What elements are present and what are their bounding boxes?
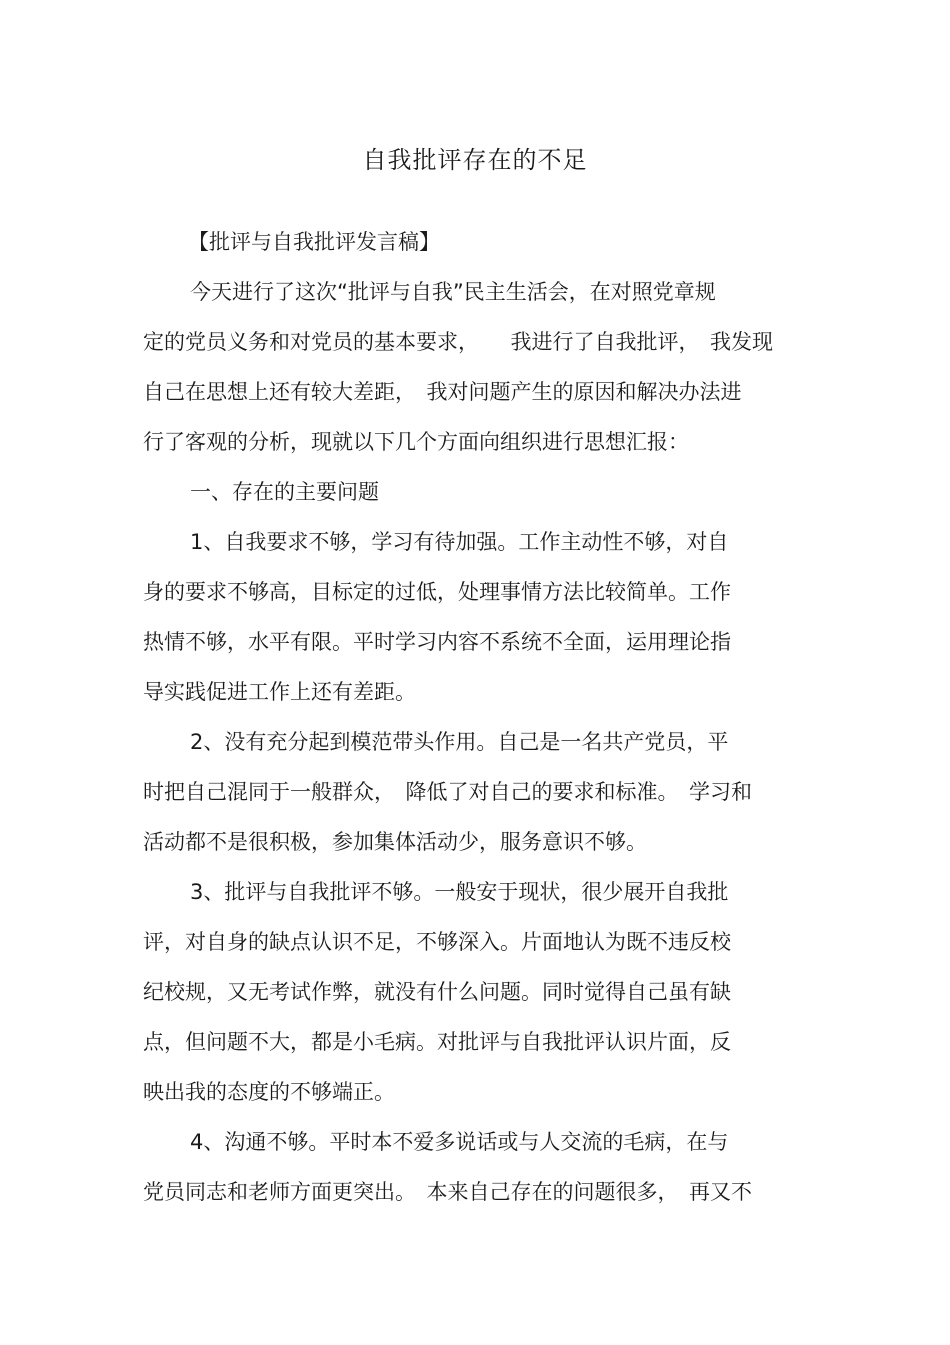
paragraph-line: 点，但问题不大，都是小毛病。对批评与自我批评认识片面，反 [143, 1030, 731, 1054]
paragraph-line: 行了客观的分析，现就以下几个方面向组织进行思想汇报： [143, 430, 689, 454]
document-title: 自我批评存在的不足 [362, 146, 588, 174]
paragraph-line: 导实践促进工作上还有差距。 [143, 680, 416, 704]
paragraph-line: 党员同志和老师方面更突出。 本来自己存在的问题很多， 再又不 [143, 1180, 752, 1204]
paragraph-line: 3、批评与自我批评不够。一般安于现状，很少展开自我批 [190, 880, 729, 904]
paragraph-line: 活动都不是很积极，参加集体活动少，服务意识不够。 [143, 830, 647, 854]
paragraph-line: 定的党员义务和对党员的基本要求， 我进行了自我批评， 我发现 [143, 330, 773, 354]
paragraph-line: 今天进行了这次“批评与自我”民主生活会，在对照党章规 [190, 280, 716, 304]
paragraph-line: 4、沟通不够。平时本不爱多说话或与人交流的毛病，在与 [190, 1130, 729, 1154]
paragraph-line: 时把自己混同于一般群众， 降低了对自己的要求和标准。 学习和 [143, 780, 752, 804]
subtitle-line: 【批评与自我批评发言稿】 [188, 230, 440, 254]
section-heading: 一、存在的主要问题 [190, 480, 379, 504]
paragraph-line: 纪校规，又无考试作弊，就没有什么问题。同时觉得自己虽有缺 [143, 980, 731, 1004]
paragraph-line: 2、没有充分起到模范带头作用。自己是一名共产党员，平 [190, 730, 729, 754]
paragraph-line: 映出我的态度的不够端正。 [143, 1080, 395, 1104]
paragraph-line: 身的要求不够高，目标定的过低，处理事情方法比较简单。工作 [143, 580, 731, 604]
paragraph-line: 热情不够，水平有限。平时学习内容不系统不全面，运用理论指 [143, 630, 731, 654]
paragraph-line: 自己在思想上还有较大差距， 我对问题产生的原因和解决办法进 [143, 380, 742, 404]
paragraph-line: 评，对自身的缺点认识不足，不够深入。片面地认为既不违反校 [143, 930, 731, 954]
paragraph-line: 1、自我要求不够，学习有待加强。工作主动性不够，对自 [190, 530, 729, 554]
